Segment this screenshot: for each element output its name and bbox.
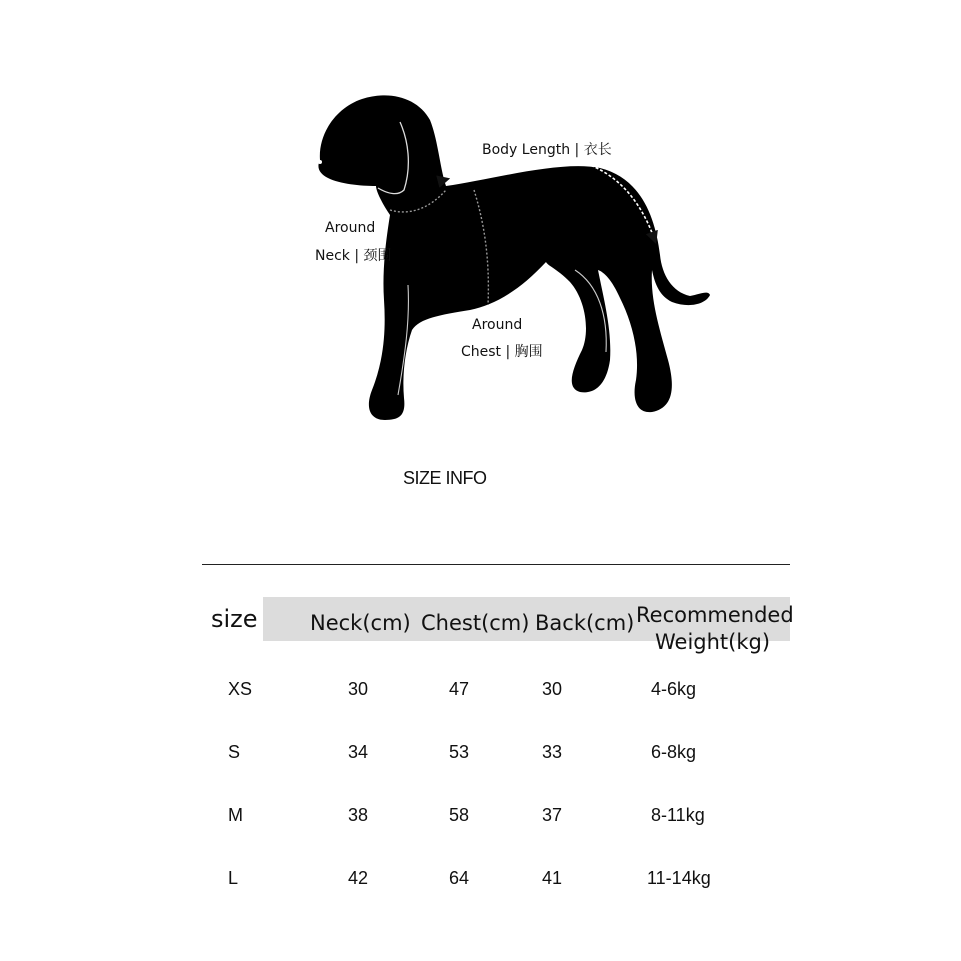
cell-chest: 64 [449, 868, 470, 888]
table-row [0, 868, 961, 892]
body-length-label: Body Length | 衣长 [482, 142, 612, 158]
table-row [0, 742, 961, 766]
divider-line [202, 564, 790, 565]
chest-label-line2: Chest | 胸围 [461, 344, 543, 360]
cell-chest: 58 [449, 805, 470, 825]
cell-neck: 42 [348, 868, 369, 888]
cell-chest: 47 [449, 679, 470, 699]
header-chest: Chest(cm) [421, 611, 530, 635]
header-size: size [211, 605, 258, 633]
cell-chest: 53 [449, 742, 470, 762]
dog-nose-mark [318, 160, 322, 164]
cell-neck: 38 [348, 805, 369, 825]
neck-label-line1: Around [325, 220, 376, 236]
cell-weight: 8-11kg [651, 805, 705, 825]
header-weight: Weight(kg) [655, 630, 771, 654]
cell-neck: 34 [348, 742, 369, 762]
dog-silhouette-diagram [0, 0, 961, 470]
cell-back: 30 [542, 679, 563, 699]
cell-back: 37 [542, 805, 563, 825]
cell-size: M [228, 805, 243, 825]
cell-back: 33 [542, 742, 563, 762]
cell-neck: 30 [348, 679, 369, 699]
cell-weight: 4-6kg [651, 679, 697, 699]
cell-size: S [228, 742, 241, 762]
cell-size: XS [228, 679, 253, 699]
chest-label-line1: Around [472, 317, 523, 333]
table-row [0, 679, 961, 703]
header-recommended: Recommended [636, 603, 794, 627]
table-row [0, 805, 961, 829]
header-neck: Neck(cm) [310, 611, 411, 635]
size-info-title: SIZE INFO [403, 468, 487, 488]
cell-weight: 6-8kg [651, 742, 697, 762]
cell-weight: 11-14kg [647, 868, 711, 888]
cell-back: 41 [542, 868, 563, 888]
cell-size: L [228, 868, 239, 888]
neck-label-line2: Neck | 颈围 [315, 248, 392, 264]
header-back: Back(cm) [535, 611, 635, 635]
